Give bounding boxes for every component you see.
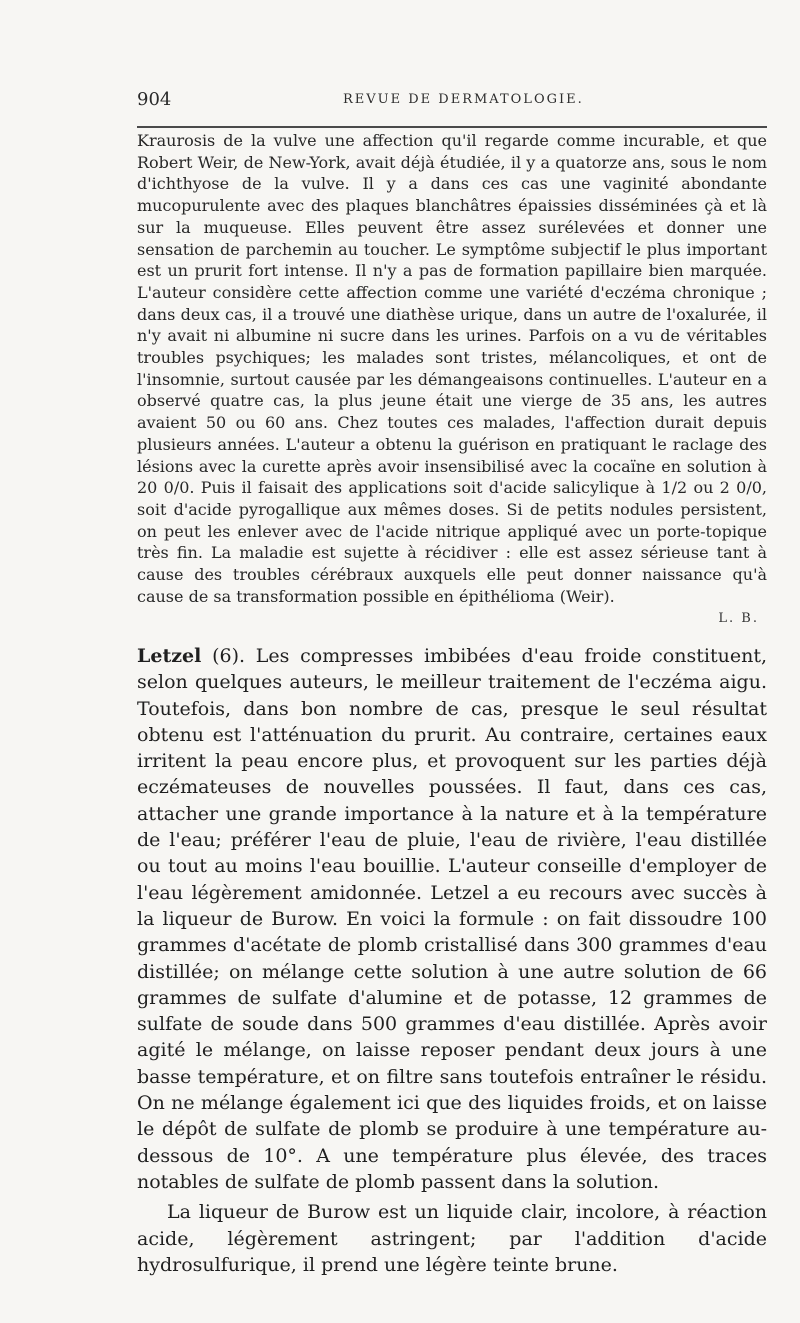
article-paragraph-2: La liqueur de Burow est un liquide clair, incolore, à réaction acide, légèrement astringent; par l'addition d'acide hydrosulfurique, il prend une légère teinte brune. (137, 1201, 767, 1276)
article-reference: (6). (201, 645, 246, 667)
review-paragraph: Kraurosis de la vulve une affection qu'il regarde comme incurable, et que Robert Weir, de New-York, avait déjà étudiée, il y a quatorze ans, sous le nom d'ichthyose de la vulve. Il y a dans ces cas une vaginité abondante mucopurulente avec des plaques blanchâtres épaissies disséminées çà et là sur la muqueuse. Elles peuvent être assez surélevées et donner une sensation de parchemin au toucher. Le symptôme subjectif le plus important est un prurit fort intense. Il n'y a pas de formation papillaire bien marquée. L'auteur considère cette affection comme une variété d'eczéma chronique ; dans deux cas, il a trouvé une diathèse urique, dans un autre de l'oxalurée, il n'y avait ni albumine ni sucre dans les urines. Parfois on a vu de véritables troubles psychiques; les malades sont tristes, mélancoliques, et ont de l'insomnie, surtout causée par les démangeaisons continuelles. L'auteur en a observé quatre cas, la plus jeune était une vierge de 35 ans, les autres avaient 50 ou 60 ans. Chez toutes ces malades, l'affection durait depuis plusieurs années. L'auteur a obtenu la guérison en pratiquant le raclage des lésions avec la curette après avoir insensibilisé avec la cocaïne en solution à 20 0/0. Puis il faisait des applications soit d'acide salicylique à 1/2 ou 2 0/0, soit d'acide pyrogallique aux mêmes doses. Si de petits nodules persistent, on peut les enlever avec de l'acide nitrique appliqué avec un porte-topique très fin. La maladie est sujette à récidiver : elle est assez sérieuse tant à cause des troubles cérébraux auxquels elle peut donner naissance qu'à cause de sa transformation possible en épithélioma (Weir). (137, 131, 767, 606)
article-author: Letzel (137, 645, 202, 667)
review-excerpt (137, 130, 767, 628)
journal-title: REVUE DE DERMATOLOGIE. (343, 92, 584, 107)
review-signature: L. B. (718, 611, 759, 627)
running-head (137, 88, 767, 112)
article-paragraph-1-text: Les compresses imbibées d'eau froide constituent, selon quelques auteurs, le meilleur traitement de l'eczéma aigu. Toutefois, dans bon nombre de cas, presque le seul résultat obtenu est l'atténuation du prurit. Au contraire, certaines eaux irritent la peau encore plus, et provoquent sur les parties déjà eczémateuses de nouvelles poussées. Il faut, dans ces cas, attacher une grande importance à la nature et à la température de l'eau; préférer l'eau de pluie, l'eau de rivière, l'eau distillée ou tout au moins l'eau bouillie. L'auteur conseille d'employer de l'eau légèrement amidonnée. Letzel a eu recours avec succès à la liqueur de Burow. En voici la formule : on fait dissoudre 100 grammes d'acétate de plomb cristallisé dans 300 grammes d'eau distillée; on mélange cette solution à une autre solution de 66 grammes de sulfate d'alumine et de potasse, 12 grammes de sulfate de soude dans 500 grammes d'eau distillée. Après avoir agité le mélange, on laisse reposer pendant deux jours à une basse température, et on filtre sans toutefois entraîner le résidu. On ne mélange également ici que des liquides froids, et on laisse le dépôt de sulfate de plomb se produire à une température au-dessous de 10°. A une température plus élevée, des traces notables de sulfate de plomb passent dans la solution. (137, 645, 767, 1193)
letzel-article (137, 643, 767, 1278)
article-paragraph-1 (137, 643, 767, 1195)
header-rule (137, 126, 767, 128)
page-number: 904 (137, 89, 172, 110)
